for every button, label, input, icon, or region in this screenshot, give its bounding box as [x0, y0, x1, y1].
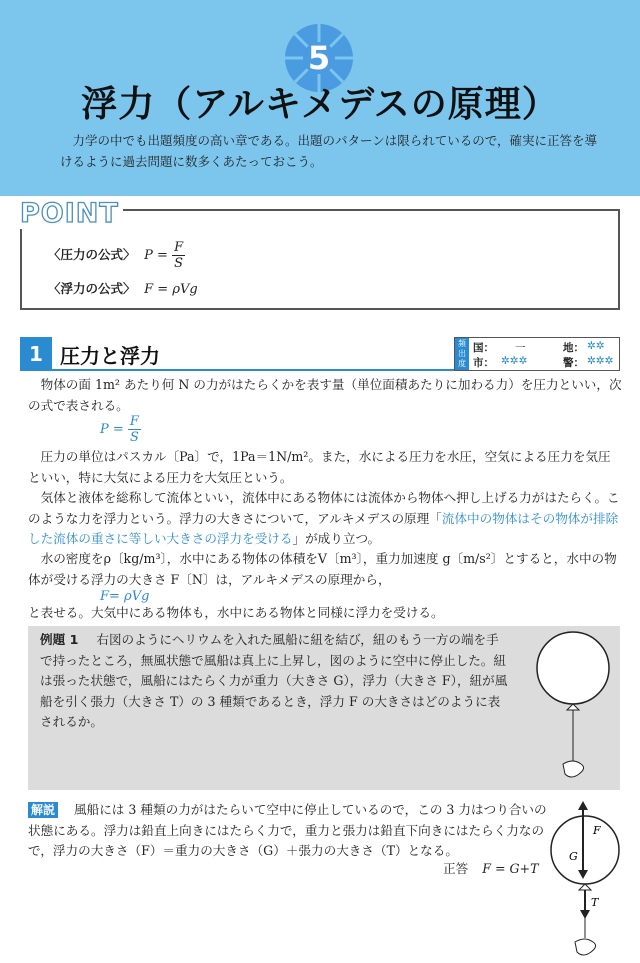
equation-lhs: P =	[100, 422, 124, 437]
balloon-knot	[567, 704, 579, 710]
fraction-denominator: S	[174, 256, 184, 271]
example-box	[28, 626, 620, 790]
example-question: 右図のようにヘリウムを入れた風船に紐を結び，紐のもう一方の端を手で持ったところ，無風状態で風船は真上に上昇し，図のように空中に停止した。紐は張った状態で，風船にはたらく力が重力（大きさ G），浮力（大きさ F），紐が風船を引く張力（大きさ T）の 3 種類であるとき，浮力 F の大きさはどのように表されるか。	[40, 632, 508, 729]
formula-expression: F = ρVg	[144, 282, 198, 297]
freq-key: 警：	[563, 357, 584, 369]
hand-icon	[575, 939, 596, 955]
force-label-f: F	[593, 824, 601, 837]
force-diagram	[545, 798, 625, 960]
text-span: 」が成り立つ。	[292, 531, 381, 546]
formula-fraction	[172, 240, 185, 271]
frequency-label	[455, 338, 469, 370]
fraction-numerator: F	[129, 414, 139, 429]
hand-icon	[563, 761, 584, 777]
freq-stars: ✲✲✲	[587, 355, 614, 367]
body-paragraph: 水の密度をρ〔kg/m³〕，水中にある物体の体積をV〔m³〕，重力加速度 g〔m/s²〕とすると，水中の物体が受ける浮力の大きさ F〔N〕は，アルキメデスの原理から，	[28, 551, 617, 587]
solution-body: 風船には 3 種類の力がはたらいて空中に停止しているので，この 3 力はつり合いの状態にある。浮力は鉛直上向きにはたらく力で，重力と張力は鉛直下向きにはたらく力なので，浮力の大きさ（F）＝重力の大きさ（G）＋張力の大きさ（T）となる。	[28, 802, 547, 858]
formula-lhs: P =	[144, 248, 168, 263]
freq-label-char: 頻	[458, 339, 466, 348]
equation-fraction	[128, 414, 141, 445]
force-label-g: G	[569, 850, 578, 863]
solution-text	[28, 800, 548, 862]
chapter-number: 5	[307, 39, 331, 77]
body-paragraph: 圧力の単位はパスカル〔Pa〕で，1Pa＝1N/m²。また，水による圧力を水圧，空気による圧力を気圧といい，特に大気による圧力を大気圧という。	[28, 449, 611, 485]
force-label-t: T	[591, 896, 599, 909]
freq-label-char: 度	[458, 359, 466, 368]
balloon-knot	[579, 884, 591, 890]
balloon-figure	[528, 630, 618, 790]
formula-name: 〈圧力の公式〉	[48, 247, 136, 262]
answer-line	[443, 858, 539, 877]
text-span: 気体と液体を総称して流体といい，流体中にある物体には流体から物体へ押し上げる力がはたらく。このような力を浮力という。浮力の大きさについて，アルキメデスの原理「	[28, 490, 620, 526]
fraction-denominator: S	[129, 430, 139, 445]
pressure-equation	[100, 414, 141, 445]
section-title: 圧力と浮力	[60, 344, 160, 368]
answer-label: 正答	[443, 861, 469, 876]
frequency-table	[454, 337, 620, 371]
freq-value: 一	[515, 342, 526, 354]
arrow-head-down	[580, 910, 590, 919]
chapter-intro: 力学の中でも出題頻度の高い章である。出題のパターンは限られているので，確実に正答を導けるように過去問題に数多くあたっておこう。	[60, 133, 598, 169]
arrow-head-up	[578, 801, 588, 810]
example-text	[40, 630, 510, 733]
buoyancy-equation: F= ρVg	[100, 589, 150, 604]
balloon-icon	[537, 632, 609, 704]
buoyancy-formula	[48, 279, 198, 297]
freq-key: 国：	[473, 342, 494, 354]
point-label: POINT	[16, 198, 123, 229]
pressure-formula	[48, 240, 185, 271]
example-label: 例題 1	[40, 632, 79, 647]
freq-key: 地：	[563, 342, 584, 354]
archimedes-principle: 流体中の物体はその物体が排除した流体の重さに等しい大きさの浮力を受ける	[28, 510, 619, 546]
section-heading	[20, 337, 620, 371]
freq-stars: ✲✲	[587, 340, 605, 352]
body-paragraph	[28, 488, 622, 550]
chapter-title: 浮力（アルキメデスの原理）	[81, 84, 559, 125]
chapter-header	[0, 0, 640, 196]
body-paragraph: 物体の面 1m² あたり何 N の力がはたらくかを表す量（単位面積あたりに加わる力）を圧力といい，次の式で表される。	[28, 377, 622, 413]
section-underline	[52, 369, 454, 371]
freq-key: 市：	[473, 357, 494, 369]
answer-value: F = G+T	[482, 861, 539, 876]
body-paragraph: と表せる。大気中にある物体も，水中にある物体と同様に浮力を受ける。	[28, 605, 444, 620]
fraction-numerator: F	[174, 240, 184, 255]
freq-label-char: 出	[458, 349, 466, 358]
solution-label: 解説	[28, 802, 58, 818]
section-number: 1	[20, 337, 52, 371]
freq-stars: ✲✲✲	[501, 355, 528, 367]
formula-name: 〈浮力の公式〉	[48, 281, 136, 296]
